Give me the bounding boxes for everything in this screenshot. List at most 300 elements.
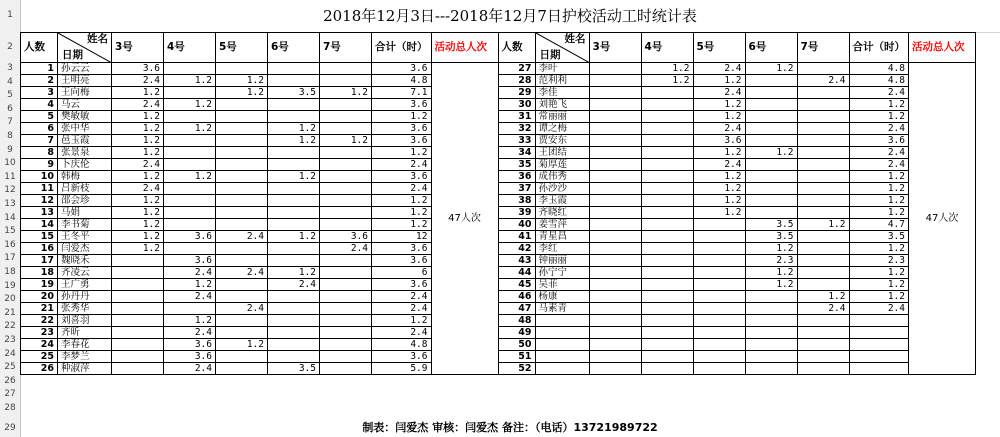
cell-day-7-left[interactable] [320,339,372,351]
cell-day-6-right[interactable] [745,87,797,99]
cell-name-left[interactable]: 李春花 [58,339,112,351]
cell-day-7-left[interactable] [320,75,372,87]
cell-day-6-right[interactable] [745,291,797,303]
cell-day-6-right[interactable] [745,351,797,363]
cell-day-6-left[interactable]: 1.2 [268,135,320,147]
cell-day-7-left[interactable] [320,207,372,219]
cell-day-4-right[interactable] [641,135,693,147]
cell-day-5-left[interactable] [216,183,268,195]
cell-day-5-left[interactable] [216,315,268,327]
header-day-5-left[interactable]: 5号 [216,33,268,63]
cell-name-right[interactable]: 李红 [535,243,589,255]
cell-day-5-left[interactable]: 1.2 [216,87,268,99]
cell-day-3-right[interactable] [589,219,641,231]
cell-day-7-left[interactable]: 1.2 [320,135,372,147]
cell-day-5-left[interactable] [216,63,268,75]
cell-day-6-left[interactable]: 3.5 [268,363,320,375]
header-count-left[interactable]: 人数 [21,33,58,63]
header-day-6-right[interactable]: 6号 [745,33,797,63]
cell-total-left[interactable]: 1.2 [372,315,432,327]
cell-day-5-right[interactable] [693,315,745,327]
cell-day-3-right[interactable] [589,291,641,303]
cell-day-7-right[interactable] [797,159,849,171]
cell-day-7-left[interactable] [320,267,372,279]
cell-day-3-right[interactable] [589,315,641,327]
cell-day-7-right[interactable] [797,63,849,75]
header-total-left[interactable]: 合计（时） [372,33,432,63]
cell-day-7-right[interactable] [797,243,849,255]
cell-total-right[interactable]: 2.4 [849,147,909,159]
row-number[interactable]: 23 [4,335,16,345]
cell-name-left[interactable]: 邑玉霞 [58,135,112,147]
cell-name-right[interactable] [535,315,589,327]
row-number[interactable]: 2 [7,42,13,52]
cell-day-3-right[interactable] [589,123,641,135]
cell-day-4-left[interactable]: 3.6 [164,351,216,363]
cell-day-7-right[interactable] [797,231,849,243]
cell-day-3-right[interactable] [589,75,641,87]
cell-day-7-left[interactable] [320,111,372,123]
cell-day-6-right[interactable] [745,327,797,339]
cell-day-4-right[interactable] [641,123,693,135]
cell-day-4-left[interactable]: 1.2 [164,99,216,111]
cell-day-5-left[interactable] [216,363,268,375]
cell-day-5-right[interactable]: 2.4 [693,63,745,75]
cell-count-left[interactable]: 5 [21,111,58,123]
cell-day-3-right[interactable] [589,279,641,291]
row-number[interactable]: 25 [4,362,16,373]
cell-day-4-right[interactable] [641,231,693,243]
header-day-3-left[interactable]: 3号 [112,33,164,63]
cell-day-5-right[interactable] [693,291,745,303]
header-count-right[interactable]: 人数 [498,33,535,63]
cell-day-6-left[interactable] [268,243,320,255]
row-number[interactable]: 28 [4,403,16,413]
cell-day-5-right[interactable] [693,231,745,243]
cell-day-5-right[interactable] [693,327,745,339]
cell-day-4-left[interactable]: 2.4 [164,267,216,279]
cell-total-right[interactable] [849,351,909,363]
cell-total-right[interactable]: 1.2 [849,171,909,183]
cell-total-right[interactable]: 2.4 [849,159,909,171]
cell-count-right[interactable]: 50 [498,339,535,351]
cell-count-left[interactable]: 11 [21,183,58,195]
cell-day-4-left[interactable]: 1.2 [164,279,216,291]
cell-day-7-right[interactable] [797,363,849,375]
cell-day-5-right[interactable] [693,351,745,363]
cell-day-4-left[interactable] [164,183,216,195]
cell-count-left[interactable]: 21 [21,303,58,315]
cell-day-3-right[interactable] [589,63,641,75]
cell-day-3-right[interactable] [589,267,641,279]
cell-count-left[interactable]: 24 [21,339,58,351]
cell-day-5-left[interactable] [216,99,268,111]
cell-day-6-left[interactable]: 1.2 [268,231,320,243]
cell-day-5-right[interactable] [693,303,745,315]
cell-day-6-left[interactable]: 1.2 [268,123,320,135]
cell-name-right[interactable]: 吴菲 [535,279,589,291]
cell-name-right[interactable]: 李玉霞 [535,195,589,207]
cell-day-5-left[interactable] [216,243,268,255]
cell-day-6-left[interactable] [268,195,320,207]
cell-day-3-left[interactable] [112,255,164,267]
cell-name-left[interactable]: 刘喜羽 [58,315,112,327]
cell-total-left[interactable]: 3.6 [372,255,432,267]
cell-day-4-right[interactable] [641,267,693,279]
cell-day-4-left[interactable]: 1.2 [164,171,216,183]
row-number[interactable]: 20 [4,294,16,305]
cell-day-7-left[interactable] [320,219,372,231]
cell-day-7-right[interactable] [797,111,849,123]
cell-name-left[interactable]: 闫爱杰 [58,243,112,255]
cell-total-left[interactable]: 3.6 [372,99,432,111]
cell-name-left[interactable]: 张秀华 [58,303,112,315]
cell-day-7-right[interactable] [797,87,849,99]
cell-day-7-right[interactable] [797,183,849,195]
row-number[interactable]: 22 [4,321,16,332]
cell-total-right[interactable]: 1.2 [849,99,909,111]
cell-day-6-right[interactable] [745,363,797,375]
activity-total-right[interactable]: 47人次 [909,63,976,375]
cell-count-left[interactable]: 7 [21,135,58,147]
cell-day-5-left[interactable]: 2.4 [216,303,268,315]
cell-day-4-right[interactable] [641,255,693,267]
cell-name-left[interactable]: 种淑萍 [58,363,112,375]
cell-day-4-left[interactable]: 2.4 [164,363,216,375]
cell-day-3-right[interactable] [589,327,641,339]
row-number[interactable]: 5 [7,90,13,101]
activity-total-left[interactable]: 47人次 [431,63,498,375]
cell-day-4-right[interactable]: 1.2 [641,63,693,75]
cell-day-7-right[interactable] [797,195,849,207]
cell-day-4-right[interactable] [641,351,693,363]
cell-day-5-right[interactable]: 1.2 [693,111,745,123]
cell-total-left[interactable]: 4.8 [372,339,432,351]
cell-total-right[interactable]: 1.2 [849,279,909,291]
cell-count-left[interactable]: 13 [21,207,58,219]
header-day-4-right[interactable]: 4号 [641,33,693,63]
cell-name-right[interactable]: 成伟秀 [535,171,589,183]
cell-day-6-right[interactable] [745,111,797,123]
cell-total-left[interactable]: 2.4 [372,159,432,171]
cell-day-3-right[interactable] [589,159,641,171]
cell-day-7-right[interactable] [797,351,849,363]
cell-count-right[interactable]: 44 [498,267,535,279]
cell-count-left[interactable]: 6 [21,123,58,135]
cell-day-4-right[interactable] [641,111,693,123]
cell-total-left[interactable]: 2.4 [372,183,432,195]
cell-day-7-left[interactable] [320,147,372,159]
cell-day-3-right[interactable] [589,231,641,243]
cell-day-6-left[interactable] [268,303,320,315]
cell-day-6-left[interactable] [268,63,320,75]
cell-day-4-right[interactable] [641,303,693,315]
cell-name-left[interactable]: 孙丹丹 [58,291,112,303]
cell-name-left[interactable]: 齐凌云 [58,267,112,279]
cell-total-left[interactable]: 6 [372,267,432,279]
cell-day-6-right[interactable] [745,303,797,315]
cell-count-right[interactable]: 31 [498,111,535,123]
cell-day-6-left[interactable] [268,219,320,231]
cell-day-4-right[interactable] [641,99,693,111]
cell-total-left[interactable]: 1.2 [372,147,432,159]
cell-day-6-left[interactable] [268,327,320,339]
cell-day-6-right[interactable] [745,171,797,183]
cell-day-7-right[interactable] [797,339,849,351]
cell-count-right[interactable]: 43 [498,255,535,267]
cell-day-5-left[interactable] [216,147,268,159]
row-number[interactable]: 12 [4,185,16,196]
cell-count-left[interactable]: 16 [21,243,58,255]
cell-day-3-left[interactable] [112,315,164,327]
cell-count-right[interactable]: 27 [498,63,535,75]
cell-day-4-left[interactable] [164,159,216,171]
cell-day-3-right[interactable] [589,243,641,255]
cell-day-3-right[interactable] [589,147,641,159]
cell-day-4-left[interactable] [164,147,216,159]
cell-day-3-left[interactable] [112,303,164,315]
cell-name-left[interactable]: 张中华 [58,123,112,135]
cell-count-left[interactable]: 9 [21,159,58,171]
cell-day-6-left[interactable]: 3.5 [268,87,320,99]
row-number[interactable]: 17 [4,253,16,264]
cell-day-5-right[interactable]: 1.2 [693,75,745,87]
cell-day-7-left[interactable] [320,123,372,135]
cell-day-7-left[interactable] [320,171,372,183]
cell-day-4-right[interactable] [641,183,693,195]
cell-day-4-left[interactable]: 1.2 [164,75,216,87]
cell-day-7-left[interactable] [320,255,372,267]
cell-count-left[interactable]: 15 [21,231,58,243]
cell-day-3-left[interactable]: 1.2 [112,111,164,123]
cell-day-3-right[interactable] [589,171,641,183]
cell-day-4-left[interactable] [164,243,216,255]
cell-day-7-right[interactable] [797,267,849,279]
cell-count-left[interactable]: 10 [21,171,58,183]
cell-day-5-right[interactable]: 3.6 [693,135,745,147]
row-number[interactable]: 26 [4,375,16,386]
cell-name-right[interactable]: 谭之梅 [535,123,589,135]
cell-day-6-right[interactable]: 1.2 [745,243,797,255]
cell-count-right[interactable]: 42 [498,243,535,255]
cell-day-6-left[interactable] [268,159,320,171]
row-number[interactable]: 3 [7,63,13,73]
cell-count-left[interactable]: 25 [21,351,58,363]
cell-day-4-right[interactable] [641,363,693,375]
cell-total-left[interactable]: 3.6 [372,171,432,183]
cell-day-5-left[interactable] [216,123,268,135]
cell-total-right[interactable]: 1.2 [849,195,909,207]
cell-day-5-right[interactable] [693,279,745,291]
cell-day-7-left[interactable]: 2.4 [320,243,372,255]
cell-day-5-right[interactable] [693,267,745,279]
cell-day-4-right[interactable] [641,171,693,183]
cell-day-7-left[interactable] [320,99,372,111]
cell-day-5-left[interactable] [216,159,268,171]
cell-day-6-right[interactable] [745,123,797,135]
row-number[interactable]: 7 [7,117,13,128]
cell-total-left[interactable]: 3.6 [372,351,432,363]
cell-day-7-left[interactable] [320,303,372,315]
cell-total-right[interactable]: 1.2 [849,243,909,255]
cell-total-left[interactable]: 4.8 [372,75,432,87]
cell-name-right[interactable]: 贾安东 [535,135,589,147]
cell-day-7-right[interactable] [797,207,849,219]
cell-day-6-left[interactable] [268,75,320,87]
cell-day-3-left[interactable]: 3.6 [112,63,164,75]
cell-name-right[interactable]: 王团结 [535,147,589,159]
cell-total-left[interactable]: 3.6 [372,135,432,147]
cell-count-left[interactable]: 23 [21,327,58,339]
cell-count-left[interactable]: 2 [21,75,58,87]
cell-day-3-left[interactable]: 1.2 [112,123,164,135]
cell-day-3-left[interactable]: 1.2 [112,171,164,183]
header-day-3-right[interactable]: 3号 [589,33,641,63]
cell-name-right[interactable] [535,351,589,363]
cell-day-6-left[interactable] [268,339,320,351]
cell-total-left[interactable]: 3.6 [372,279,432,291]
cell-day-6-left[interactable]: 2.4 [268,279,320,291]
cell-day-5-left[interactable] [216,291,268,303]
cell-name-left[interactable]: 樊敏敏 [58,111,112,123]
cell-count-right[interactable]: 48 [498,315,535,327]
row-number[interactable]: 19 [4,280,16,291]
cell-total-right[interactable]: 1.2 [849,267,909,279]
cell-day-4-right[interactable] [641,243,693,255]
cell-day-5-right[interactable]: 1.2 [693,147,745,159]
cell-name-right[interactable]: 范利利 [535,75,589,87]
cell-day-6-right[interactable]: 1.2 [745,279,797,291]
cell-name-right[interactable]: 菊厚莲 [535,159,589,171]
cell-day-3-right[interactable] [589,255,641,267]
cell-name-right[interactable]: 孙宁宁 [535,267,589,279]
cell-count-right[interactable]: 47 [498,303,535,315]
cell-name-right[interactable] [535,363,589,375]
cell-day-7-right[interactable]: 1.2 [797,291,849,303]
cell-day-7-left[interactable]: 1.2 [320,87,372,99]
cell-day-5-right[interactable]: 1.2 [693,183,745,195]
cell-count-right[interactable]: 51 [498,351,535,363]
row-number[interactable]: 14 [4,212,16,223]
cell-day-3-right[interactable] [589,87,641,99]
cell-day-3-right[interactable] [589,351,641,363]
header-activity-count-right[interactable]: 活动总人次 [909,33,976,63]
cell-day-7-right[interactable] [797,315,849,327]
cell-total-right[interactable]: 2.4 [849,303,909,315]
sheet-title[interactable]: 2018年12月3日---2018年12月7日护校活动工时统计表 [20,0,1000,33]
cell-count-right[interactable]: 33 [498,135,535,147]
cell-name-right[interactable]: 孙沙沙 [535,183,589,195]
cell-name-left[interactable]: 李书菊 [58,219,112,231]
cell-day-6-right[interactable] [745,183,797,195]
cell-count-right[interactable]: 36 [498,171,535,183]
cell-day-4-right[interactable] [641,291,693,303]
cell-day-4-right[interactable] [641,147,693,159]
cell-day-5-left[interactable] [216,171,268,183]
cell-day-6-left[interactable] [268,207,320,219]
header-total-right[interactable]: 合计（时） [849,33,909,63]
cell-total-left[interactable]: 2.4 [372,303,432,315]
cell-day-3-right[interactable] [589,111,641,123]
cell-day-3-left[interactable]: 1.2 [112,243,164,255]
cell-day-7-right[interactable] [797,255,849,267]
cell-day-3-right[interactable] [589,363,641,375]
cell-total-right[interactable]: 2.4 [849,123,909,135]
cell-day-5-right[interactable] [693,339,745,351]
cell-day-5-right[interactable] [693,219,745,231]
row-number[interactable]: 16 [4,239,16,250]
header-day-4-left[interactable]: 4号 [164,33,216,63]
cell-day-7-left[interactable] [320,351,372,363]
cell-day-6-left[interactable] [268,147,320,159]
cell-name-left[interactable]: 马娟 [58,207,112,219]
cell-total-right[interactable] [849,363,909,375]
cell-total-left[interactable]: 2.4 [372,291,432,303]
cell-day-7-right[interactable] [797,147,849,159]
cell-day-6-right[interactable]: 3.5 [745,219,797,231]
cell-count-left[interactable]: 20 [21,291,58,303]
cell-day-4-left[interactable] [164,303,216,315]
cell-total-left[interactable]: 7.1 [372,87,432,99]
header-day-6-left[interactable]: 6号 [268,33,320,63]
header-day-5-right[interactable]: 5号 [693,33,745,63]
cell-count-left[interactable]: 17 [21,255,58,267]
cell-name-left[interactable]: 卜庆伦 [58,159,112,171]
cell-day-7-right[interactable]: 1.2 [797,219,849,231]
cell-count-left[interactable]: 26 [21,363,58,375]
cell-day-4-left[interactable] [164,207,216,219]
cell-total-right[interactable]: 3.6 [849,135,909,147]
cell-name-left[interactable]: 王冬平 [58,231,112,243]
cell-day-6-left[interactable] [268,291,320,303]
cell-day-5-right[interactable] [693,255,745,267]
cell-day-4-right[interactable] [641,315,693,327]
cell-day-3-right[interactable] [589,183,641,195]
cell-count-right[interactable]: 32 [498,123,535,135]
cell-day-6-right[interactable]: 1.2 [745,63,797,75]
cell-name-left[interactable]: 魏晓禾 [58,255,112,267]
cell-day-5-right[interactable] [693,243,745,255]
row-number[interactable]: 15 [4,226,16,237]
cell-count-right[interactable]: 41 [498,231,535,243]
cell-day-6-left[interactable] [268,111,320,123]
cell-day-6-right[interactable]: 3.5 [745,231,797,243]
cell-day-4-right[interactable] [641,279,693,291]
cell-total-right[interactable] [849,339,909,351]
cell-name-right[interactable]: 马素青 [535,303,589,315]
cell-day-5-left[interactable]: 2.4 [216,267,268,279]
cell-day-6-left[interactable] [268,183,320,195]
cell-name-right[interactable] [535,327,589,339]
cell-day-6-left[interactable] [268,99,320,111]
cell-total-right[interactable] [849,315,909,327]
cell-day-4-right[interactable] [641,339,693,351]
cell-day-4-left[interactable] [164,63,216,75]
cell-total-left[interactable]: 1.2 [372,111,432,123]
header-activity-count-left[interactable]: 活动总人次 [431,33,498,63]
cell-total-left[interactable]: 3.6 [372,63,432,75]
cell-total-left[interactable]: 12 [372,231,432,243]
cell-day-6-right[interactable] [745,159,797,171]
cell-day-7-right[interactable]: 2.4 [797,75,849,87]
cell-day-6-right[interactable]: 1.2 [745,267,797,279]
cell-name-right[interactable]: 李叶 [535,63,589,75]
cell-total-right[interactable]: 2.4 [849,87,909,99]
cell-day-5-right[interactable]: 2.4 [693,87,745,99]
cell-total-right[interactable]: 4.8 [849,75,909,87]
cell-day-4-right[interactable] [641,219,693,231]
cell-count-right[interactable]: 38 [498,195,535,207]
